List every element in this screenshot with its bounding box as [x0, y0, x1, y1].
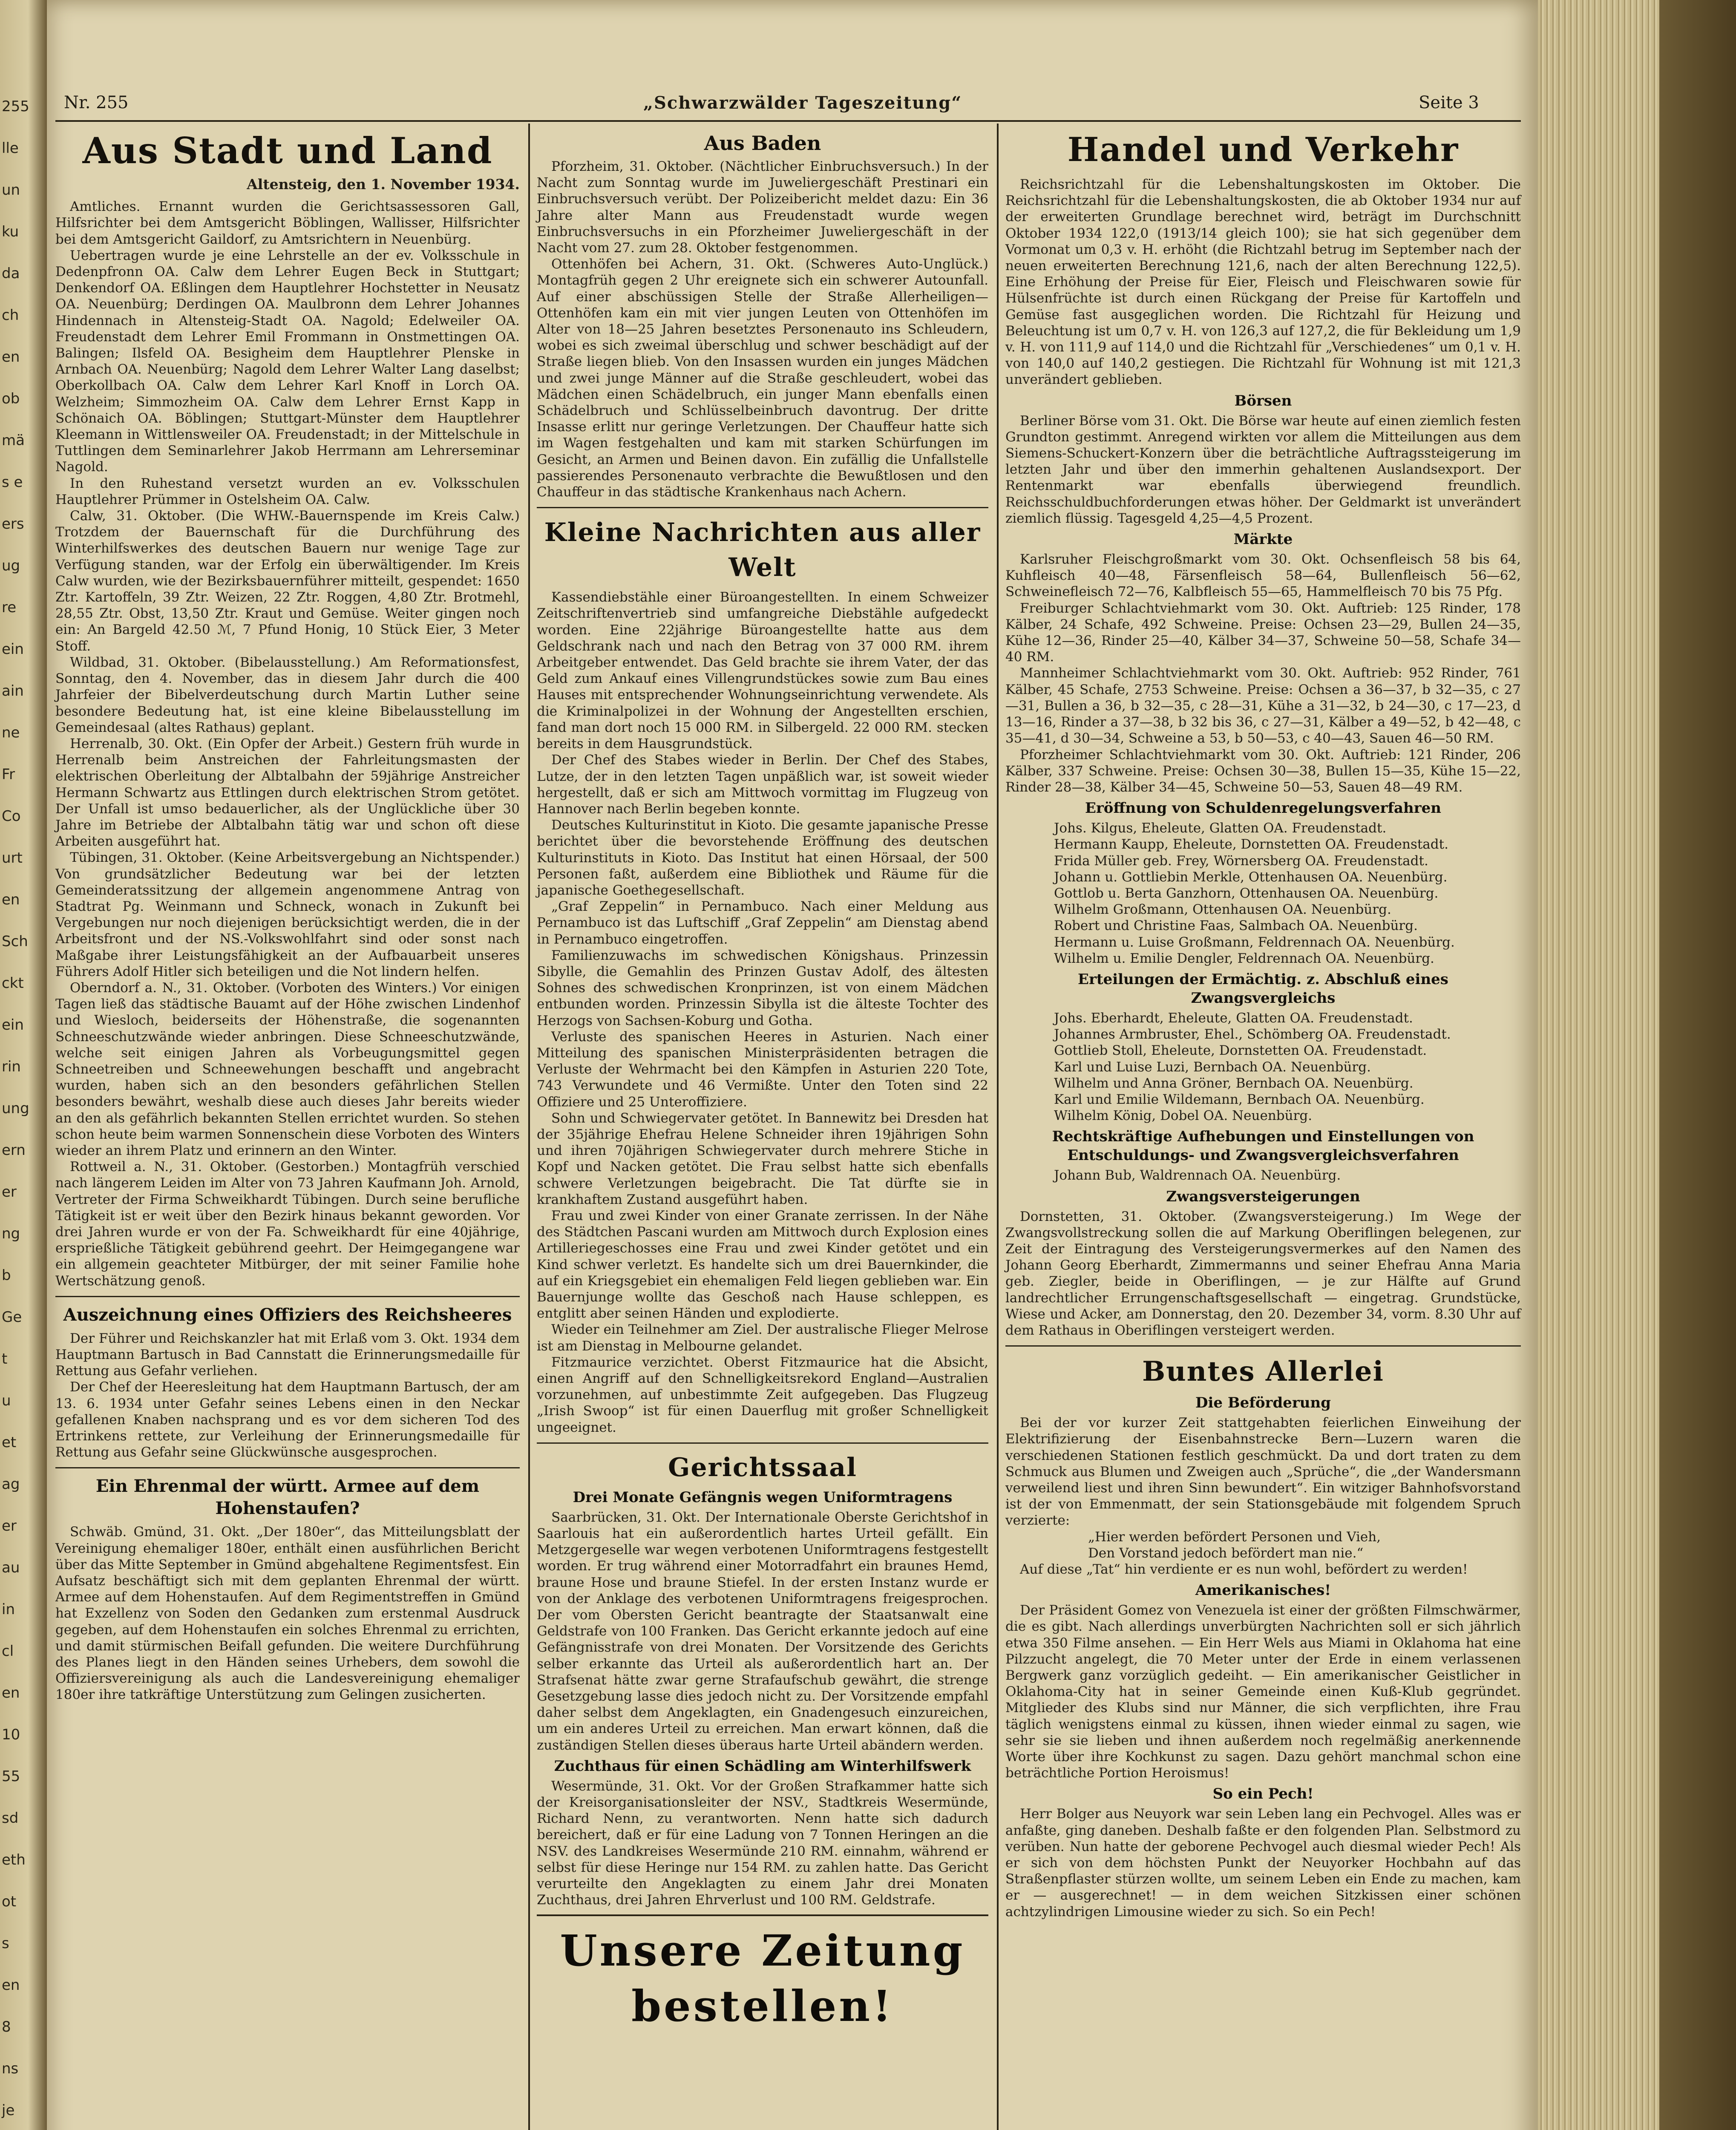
paragraph: Verluste des spanischen Heeres in Asturien. Nach einer Mitteilung des spanischen Ministerpräsidenten betragen die Verluste der Wehrmacht bei den Kämpfen in Asturien 220 Tote, 743 Verwundete und 46 Vermißte. Unter den Toten sind 22 Offiziere und 25 Unteroffiziere. [537, 1029, 988, 1110]
previous-page-fragment: au [2, 1559, 20, 1576]
previous-page-fragment: cl [2, 1643, 14, 1660]
section-divider [537, 1442, 988, 1444]
previous-page-fragment: ain [2, 682, 24, 699]
list-item: Hermann Kaupp, Eheleute, Dornstetten OA. Freudenstadt. [1054, 837, 1448, 852]
paragraph: Pforzheimer Schlachtviehmarkt vom 30. Okt. Auftrieb: 121 Rinder, 206 Kälber, 337 Schweine. Preise: Ochsen 30—38, Bullen 15—35, Kühe 15—22, Rinder 28—38, Kälber 34—45, Schweine 50—53, Sauen 48—49 RM. [1005, 747, 1521, 795]
previous-page-fragment: urt [2, 849, 23, 866]
dateline: Altensteig, den 1. November 1934. [247, 176, 520, 193]
verse-line: „Hier werden befördert Personen und Vieh, [1088, 1529, 1381, 1545]
issue-number: Nr. 255 [64, 93, 129, 112]
previous-page-fragment: 8 [2, 2018, 11, 2035]
section-divider [55, 1296, 520, 1297]
paragraph: Reichsrichtzahl für die Lebenshaltungskosten im Oktober. Die Reichsrichtzahl für die Lebenshaltungskosten, die ab Oktober 1934 nur auf der erweiterten Grundlage berechnet wird, beträgt im Durchschnitt Oktober 1934 122,0 (1913/14 gleich 100); sie hat sich gegenüber dem Vormonat um 0,3 v. H. erhöht (die Richtzahl betrug im September nach der neuen erweiterten Berechnung 121,6, nach der alten Berechnung 122,5). Eine Erhöhung der Preise für Eier, Fleisch und Fleischwaren sowie für Hülsenfrüchte ist durch einen Rückgang der Preise für Kartoffeln und Gemüse fast ausgeglichen worden. Die Richtzahl für Heizung und Beleuchtung ist um 0,7 v. H. von 126,3 auf 127,2, die für Bekleidung um 1,9 v. H. von 111,9 auf 114,0 und die Richtzahl für „Verschiedenes“ um 0,1 v. H. von 140,0 auf 140,2 gestiegen. Die Richtzahl für Wohnung ist mit 121,3 unverändert geblieben. [1005, 177, 1521, 388]
section-divider [55, 1467, 520, 1468]
section-divider [537, 507, 988, 508]
column-1 [55, 128, 520, 1703]
section-title-kleine-nachrichten: Kleine Nachrichten aus aller Welt [544, 518, 981, 583]
previous-page-fragment: en [2, 1684, 20, 1701]
section-title-aus-baden: Aus Baden [704, 132, 821, 155]
paragraph: Auf diese „Tat“ hin verdiente er es nun wohl, befördert zu werden! [1020, 1562, 1468, 1577]
paragraph: Rottweil a. N., 31. Oktober. (Gestorben.) Montagfrüh verschied nach längerem Leiden im Alter von 73 Jahren Kaufmann Joh. Arnold, Vertreter der Firma Schweikhardt Tübingen. Durch seine berufliche Tätigkeit ist er weit über den Bezirk hinaus bekannt geworden. Vor drei Jahren wurde er von der Fa. Schweikhardt für eine 40jährige, ersprießliche Tätigkeit gebührend geehrt. Der Heimgegangene war ein allgemein geachteter Mitbürger, der mit seiner Familie hohe Wertschätzung genoß. [55, 1159, 520, 1289]
paragraph: Der Chef der Heeresleitung hat dem Hauptmann Bartusch, der am 13. 6. 1934 unter Gefahr seines Lebens einen in den Neckar gefallenen Knaben nachsprang und es vor dem sicheren Tod des Ertrinkens rettete, zur Verleihung der Erinnerungsmedaille für Rettung aus Gefahr seine Glückwünsche ausgesprochen. [55, 1379, 520, 1460]
previous-page-fragment: en [2, 1977, 20, 1994]
previous-page-fragment: s [2, 1935, 9, 1952]
article-list [55, 199, 520, 1289]
previous-page-fragment: da [2, 265, 20, 282]
section-divider [1005, 1345, 1521, 1347]
previous-page-fragment: Co [2, 808, 21, 825]
previous-page-fragment: Fr [2, 766, 15, 783]
paragraph: Amtliches. Ernannt wurden die Gerichtsassessoren Gall, Hilfsrichter bei dem Amtsgericht Böblingen, Wallisser, Hilfsrichter bei dem Amtsgericht Gaildorf, zu Amtsrichtern in Neuenbürg. [55, 199, 520, 247]
newspaper-page [47, 0, 1538, 2130]
subsection-title-boersen: Börsen [1234, 392, 1292, 409]
list-item: Johannes Armbruster, Ehel., Schömberg OA. Freudenstadt. [1054, 1027, 1451, 1042]
list-item: Wilhelm König, Dobel OA. Neuenbürg. [1054, 1108, 1313, 1124]
subsection-title-befoerderung: Die Beförderung [1195, 1394, 1331, 1412]
list-item: Wilhelm u. Emilie Dengler, Feldrennach OA. Neuenbürg. [1054, 950, 1434, 966]
previous-page-fragment: Ge [2, 1309, 22, 1326]
previous-page-fragment: lle [2, 140, 19, 157]
previous-page-fragment: ku [2, 223, 19, 240]
paragraph: Freiburger Schlachtviehmarkt vom 30. Okt. Auftrieb: 125 Rinder, 178 Kälber, 24 Schafe, 492 Schweine. Preise: Ochsen 23—29, Bullen 24—35, Kühe 12—36, Rinder 25—40, Kälber 34—37, Schweine 50—58, Schafe 34—40 RM. [1005, 600, 1521, 665]
list-item: Gottlob u. Berta Ganzhorn, Ottenhausen OA. Neuenbürg. [1054, 885, 1439, 901]
subscribe-promo: Unsere Zeitung bestellen! [537, 1914, 988, 2034]
paragraph: In den Ruhestand versetzt wurden an ev. Volksschulen Hauptlehrer Prümmer in Ostelsheim OA. Calw. [55, 475, 520, 507]
column-2 [537, 128, 988, 2034]
paragraph: „Graf Zeppelin“ in Pernambuco. Nach einer Meldung aus Pernambuco ist das Luftschiff „Graf Zeppelin“ am Dienstag abend in Pernambuco eingetroffen. [537, 899, 988, 947]
column-rule-2 [997, 124, 999, 2130]
column-rule-1 [528, 124, 530, 2130]
list-item: Frida Müller geb. Frey, Wörnersberg OA. Freudenstadt. [1054, 853, 1428, 869]
paragraph: Kassendiebstähle einer Büroangestellten. In einem Schweizer Zeitschriftenvertrieb sind umfangreiche Diebstähle aufgedeckt worden. Eine 22jährige Büroangestellte hatte aus dem Geldschrank nach und nach den Betrag von 37 000 RM. ihrem Arbeitgeber entwendet. Das Geld brachte sie ihrem Vater, der das Geld zum Ankauf eines Villengrundstückes sowie zum Bau eines Hauses mit entsprechender Wohnungseinrichtung verwendete. Als die Kriminalpolizei in der Wohnung der Angestellten erschien, fand man dort noch 15 000 RM. in Silbergeld. 22 000 RM. stecken bereits in dem Hausgrundstück. [537, 590, 988, 752]
previous-page-fragment: rin [2, 1058, 21, 1075]
previous-page-fragment: 255 [2, 98, 29, 115]
list-item: Wilhelm und Anna Gröner, Bernbach OA. Neuenbürg. [1054, 1075, 1414, 1091]
previous-page-fragment: ot [2, 1893, 17, 1910]
paragraph: Saarbrücken, 31. Okt. Der Internationale Oberste Gerichtshof in Saarlouis hat ein außerordentlich hartes Urteil gefällt. Ein Metzgergeselle war wegen verbotenen Uniformtragens festgestellt worden. Er trug während einer Motorradfahrt ein braunes Hemd, braune Hose und braune Stiefel. In der ersten Instanz wurde er von der Anklage des verbotenen Uniformtragens freigesprochen. Der vom Obersten Gericht beantragte der Staatsanwalt eine Geldstrafe von 100 Franken. Das Gericht erkannte jedoch auf eine Gefängnisstrafe von drei Monaten. Der Vorsitzende des Gerichts selber erkannte das Urteil als außerordentlich hart an. Der Strafsenat hätte zwar gerne Strafaufschub gewährt, die strenge Gesetzgebung lasse dies jedoch nicht zu. Der Vorsitzende empfahl daher selbst dem Angeklagten, ein Gnadengesuch einzureichen, um ein anderes Urteil zu erreichen. Man erwart können, daß die zuständigen Stellen dieses überaus harte Urteil abändern werden. [537, 1509, 988, 1753]
section-title-buntes-allerlei: Buntes Allerlei [1142, 1356, 1384, 1388]
paragraph: Oberndorf a. N., 31. Oktober. (Vorboten des Winters.) Vor einigen Tagen ließ das städtische Bauamt auf der Höhe zwischen Lindenhof und Wiesloch, beiderseits der Höhenstraße, die sogenannten Schneeschutzwände wieder anbringen. Diese Schneeschutzwände, welche seit einigen Jahren als Vorbeugungsmittel gegen Schneetreiben und Schneewehungen beschafft und angebracht wurden, haben sich an den besonders gefährlichen Stellen besonders bewährt, weshalb diese auch dieses Jahr bereits wieder an den als gefährlich bekannten Stellen errichtet wurden. So stehen schon heute beim warmen Sonnenschein diese Vorboten des Winters wieder an ihrem Platz und erinnern an den Winter. [55, 980, 520, 1158]
previous-page-fragment: ug [2, 557, 20, 574]
previous-page-fragment: 55 [2, 1768, 20, 1785]
previous-page-fragment: in [2, 1601, 15, 1618]
paragraph: Wesermünde, 31. Okt. Vor der Großen Strafkammer hatte sich der Kreisorganisationsleiter der NSV., Stadtkreis Wesermünde, Richard Nenn, zu verantworten. Nenn hatte sich dadurch bereichert, daß er für eine Ladung von 7 Tonnen Heringen an die NSV. des Landkreises Wesermünde 210 RM. einnahm, während er selbst für diese Heringe nur 154 RM. zu zahlen hatte. Das Gericht verurteilte den Angeklagten zu einem Jahr drei Monaten Zuchthaus, drei Jahren Ehrverlust und 100 RM. Geldstrafe. [537, 1778, 988, 1908]
list-item: Johs. Eberhardt, Eheleute, Glatten OA. Freudenstadt. [1054, 1010, 1413, 1026]
paragraph: Fitzmaurice verzichtet. Oberst Fitzmaurice hat die Absicht, einen Angriff auf den Schnelligkeitsrekord England—Australien vorzunehmen, auf unbestimmte Zeit aufgegeben. Das Flugzeug „Irish Swoop“ ist für einen Dauerflug mit großer Schnelligkeit ungeeignet. [537, 1354, 988, 1435]
paragraph: Mannheimer Schlachtviehmarkt vom 30. Okt. Auftrieb: 952 Rinder, 761 Kälber, 45 Schafe, 2753 Schweine. Preise: Ochsen a 36—37, b 32—35, c 27—31, Bullen a 36, b 32—35, c 28—31, Kühe a 31—32, b 24—30, c 17—23, d 13—16, Rinder a 37—38, b 32 bis 36, c 27—31, Kälber a 49—52, b 42—48, c 35—41, d 30—34, Schweine a 53, b 50—53, c 40—43, Sauen 46—50 RM. [1005, 665, 1521, 746]
subsection-title-rechtskraeftige: Rechtskräftige Aufhebungen und Einstellungen von Entschuldungs- und Zwangsvergleichsverfahren [1052, 1128, 1474, 1164]
verse-line: Den Vorstand jedoch befördert man nie.“ [1088, 1545, 1364, 1561]
list-item: Karl und Luise Luzi, Bernbach OA. Neuenbürg. [1054, 1059, 1371, 1075]
paragraph: Der Präsident Gomez von Venezuela ist einer der größten Filmschwärmer, die es gibt. Nach allerdings unverbürgten Nachrichten soll er sich jährlich etwa 350 Filme ansehen. — Ein Herr Wels aus Miami in Oklahoma hat eine Pilzzucht angelegt, die 70 Meter unter der Erde in einem verlassenen Bergwerk ganz vorzüglich gedeiht. — Ein amerikanischer Geistlicher in Oklahoma-City hat in seiner Gemeinde einen Kuß-Klub gegründet. Mitglieder des Klubs sind nur Männer, die sich verpflichten, ihre Frau täglich wenigstens einmal zu küssen, ihnen wieder einmal zu sagen, wie sehr sie sie lieben und ihnen außerdem noch regelmäßig anerkennende Worte über ihre Kochkunst zu sagen. Dazu gehört manchmal schon eine beträchtliche Portion Heroismus! [1005, 1603, 1521, 1781]
subsection-title-so-ein-pech: So ein Pech! [1212, 1785, 1314, 1803]
previous-page-fragment: b [2, 1267, 11, 1284]
previous-page-fragment: ns [2, 2060, 19, 2077]
previous-page-fragment: ern [2, 1142, 26, 1159]
subsection-title-ermaechtigung: Erteilungen der Ermächtig. z. Abschluß eines Zwangsvergleichs [1078, 970, 1448, 1007]
section-title-auszeichnung: Auszeichnung eines Offiziers des Reichsheeres [63, 1304, 512, 1325]
paragraph: Wildbad, 31. Oktober. (Bibelausstellung.) Am Reformationsfest, Sonntag, den 4. November, das in diesem Jahr durch die 400 Jahrfeier der Bibelverdeutschung durch Martin Luther seine besondere Bedeutung hat, ist eine kleine Bibelausstellung im Gemeindesaal (altes Rathaus) geplant. [55, 654, 520, 735]
page-number: Seite 3 [1419, 93, 1479, 112]
previous-page-fragment: et [2, 1434, 17, 1451]
previous-page-fragment: un [2, 181, 20, 199]
paragraph: Ottenhöfen bei Achern, 31. Okt. (Schweres Auto-Unglück.) Montagfrüh gegen 2 Uhr ereignete sich ein schwerer Autounfall. Auf einer abschüssigen Stelle der Straße Allerheiligen—Ottenhöfen kam ein mit vier jungen Leuten von Ottenhöfen im Alter von 18—25 Jahren besetztes Personenauto ins Schleudern, wobei es sich zweimal überschlug und schwer beschädigt auf der Straße liegen blieb. Von den Insassen wurden ein junges Mädchen und zwei junge Männer auf die Straße geschleudert, wobei das Mädchen einen Schädelbruch, ein junger Mann ebenfalls einen Schädelbruch und Schlüsselbeinbruch davontrug. Der dritte Insasse erlitt nur geringe Verletzungen. Der Chauffeur hatte sich im Wagen festgehalten und kam mit starken Schürfungen im Gesicht, an Armen und Beinen davon. Ein zufällig die Unfallstelle passierendes Personenauto verbrachte die Bewußtlosen und den Chauffeur in das städtische Krankenhaus nach Achern. [537, 256, 988, 500]
paragraph: Bei der vor kurzer Zeit stattgehabten feierlichen Einweihung der Elektrifizierung der Eisenbahnstrecke Bern—Luzern waren die verschiedenen Stationen festlich geschmückt. Da und dort traten zu dem Schmuck aus Blumen und Zweigen auch „Sprüche“, die „der Wandersmann verweilend liest und ihren Sinn bewundert“. Ein witziger Bahnhofsvorstand ist der von Emmenmatt, der sein Stationsgebäude mit folgendem Spruch verzierte: [1005, 1415, 1521, 1528]
previous-page-fragment: er [2, 1183, 17, 1200]
previous-page-fragment: en [2, 891, 20, 908]
section-title-handel-und-verkehr: Handel und Verkehr [1067, 130, 1459, 169]
previous-page-fragment: eth [2, 1851, 26, 1868]
paragraph: Dornstetten, 31. Oktober. (Zwangsversteigerung.) Im Wege der Zwangsvollstreckung sollen die auf Markung Oberiflingen belegenen, zur Zeit der Eintragung des Versteigerungsvermerkes auf den Namen des Johann Georg Eberhardt, Zimmermanns und seiner Ehefrau Anna Maria geb. Ziegler, beide in Oberiflingen, — je zur Hälfte auf Grund landrechtlicher Errungenschaftsgesellschaft — eingetrag. Grundstücke, Wiese und Acker, am Donnerstag, den 20. Dezember 34, vorm. 8.30 Uhr auf dem Rathaus in Oberiflingen versteigert werden. [1005, 1209, 1521, 1338]
paragraph: Berliner Börse vom 31. Okt. Die Börse war heute auf einen ziemlich festen Grundton gestimmt. Anregend wirkten vor allem die Mitteilungen aus dem Siemens-Schuckert-Konzern über die beträchtliche Auftragssteigerung im letzten Jahr und über den immerhin gehaltenen Auslandsexport. Der Rentenmarkt war ebenfalls überwiegend freundlich. Reichsschuldbuchforderungen etwas höher. Der Geldmarkt ist unverändert ziemlich flüssig. Tagesgeld 4,25—4,5 Prozent. [1005, 413, 1521, 526]
paragraph: Karlsruher Fleischgroßmarkt vom 30. Okt. Ochsenfleisch 58 bis 64, Kuhfleisch 40—48, Färsenfleisch 58—64, Bullenfleisch 56—62, Schweinefleisch 72—76, Kalbfleisch 55—65, Hammelfleisch 70 bis 75 Pfg. [1005, 552, 1521, 600]
list-item: Hermann u. Luise Großmann, Feldrennach OA. Neuenbürg. [1054, 934, 1455, 950]
subsection-title-schuldenregelung: Eröffnung von Schuldenregelungsverfahren [1085, 800, 1442, 817]
paragraph: Pforzheim, 31. Oktober. (Nächtlicher Einbruchsversuch.) In der Nacht zum Sonntag wurde im Juweliergeschäft Prestinari ein Einbruchsversuch verübt. Der Polizeibericht meldet dazu: Ein 36 Jahre alter Mann aus Freudenstadt wurde wegen Einbruchsversuchs in ein Pforzheimer Juweliergeschäft in der Nacht vom 27. zum 28. Oktober festgenommen. [537, 159, 988, 256]
section-title-gerichtssaal: Gerichtssaal [668, 1452, 857, 1482]
previous-page-fragment: ch [2, 307, 19, 324]
list-item: Johann Bub, Waldrennach OA. Neuenbürg. [1054, 1168, 1341, 1183]
previous-page-fragment: re [2, 599, 17, 616]
previous-page-fragment: u [2, 1392, 11, 1409]
previous-page-fragment: ers [2, 515, 24, 532]
subsection-title-zwangsversteigerungen: Zwangsversteigerungen [1166, 1188, 1360, 1205]
list-item: Robert und Christine Faas, Salmbach OA. Neuenbürg. [1054, 918, 1418, 934]
paragraph: Der Führer und Reichskanzler hat mit Erlaß vom 3. Okt. 1934 dem Hauptmann Bartusch in Bad Cannstatt die Erinnerungsmedaille für Rettung aus Gefahr verliehen. [55, 1330, 520, 1379]
paragraph: Der Chef des Stabes wieder in Berlin. Der Chef des Stabes, Lutze, der in den letzten Tagen unpäßlich war, ist soweit wieder hergestellt, daß er sich am Mittwoch vormittag im Flugzeug von Hannover nach Berlin begeben konnte. [537, 752, 988, 817]
previous-page-fragment: s e [2, 474, 23, 491]
previous-page-fragment: er [2, 1517, 17, 1534]
previous-page-fragment: sd [2, 1810, 19, 1827]
previous-page-edge [0, 0, 47, 2130]
paragraph: Schwäb. Gmünd, 31. Okt. „Der 180er“, das Mitteilungsblatt der Vereinigung ehemaliger 180er, enthält einen ausführlichen Bericht über das Mitte September in Gmünd abgehaltene Regimentsfest. Ein Aufsatz beschäftigt sich mit dem geplanten Ehrenmal der württ. Armee auf dem Hohenstaufen. Auf dem Regimentstreffen in Gmünd hat Exzellenz von Soden den Gedanken zum erstenmal Ausdruck gegeben, auf dem Hohenstaufen ein solches Ehrenmal zu errichten, und damit stürmischen Beifall gefunden. Die weitere Durchführung des Planes liegt in den Händen seines Urhebers, dem sowohl die Offiziersvereinigung als auch die Landesvereinigung ehemaliger 180er ihre tatkräftige Unterstützung zum Gelingen zusicherten. [55, 1524, 520, 1703]
paragraph: Frau und zwei Kinder von einer Granate zerrissen. In der Nähe des Städtchen Pascani wurden am Mittwoch durch Explosion eines Artilleriegeschosses eine Frau und zwei Kinder getötet und ein Kind schwer verletzt. Es handelte sich um drei Bauernkinder, die auf ein Kriegsgebiet ein ehemaligen Feld liegen geblieben war. Ein Bauernjunge wollte das Geschoß nach Hause schleppen, es entglitt aber seinen Händen und explodierte. [537, 1208, 988, 1321]
newspaper-name: „Schwarzwälder Tageszeitung“ [643, 93, 962, 113]
previous-page-fragment: Sch [2, 933, 28, 950]
previous-page-fragment: ob [2, 390, 20, 407]
previous-page-fragment: en [2, 348, 20, 366]
previous-page-fragment: ckt [2, 975, 24, 992]
previous-page-fragment: ein [2, 641, 24, 658]
article-headline: Zuchthaus für einen Schädling am Winterhilfswerk [554, 1757, 971, 1775]
book-page-edges [1538, 0, 1736, 2130]
masthead [55, 85, 1521, 119]
paragraph: Uebertragen wurde je eine Lehrstelle an der ev. Volksschule in Dedenpfronn OA. Calw dem Lehrer Eugen Beck in Stuttgart; Denkendorf OA. Eßlingen dem Hauptlehrer Hochstetter in Neusatz OA. Neuenbürg; Derdingen OA. Maulbronn dem Lehrer Johannes Hindennach in Altensteig-Stadt OA. Nagold; Edelweiler OA. Freudenstadt dem Lehrer Emil Frommann in Onstmettingen OA. Balingen; Ilsfeld OA. Besigheim dem Hauptlehrer Plenske in Arnbach OA. Neuenbürg; Nagold dem Lehrer Walter Lang daselbst; Oberkollbach OA. Calw dem Lehrer Karl Knoff in Lorch OA. Welzheim; Simmozheim OA. Calw dem Lehrer Ernst Kapp in Schönaich OA. Böblingen; Stuttgart-Münster dem Hauptlehrer Kleemann in Wittlensweiler OA. Freudenstadt; in der Mittelschule in Tuttlingen dem Seminarlehrer Jakob Herrmann am Lehrerseminar Nagold. [55, 248, 520, 475]
article-headline: Drei Monate Gefängnis wegen Uniformtragens [573, 1488, 953, 1506]
paragraph: Tübingen, 31. Oktober. (Keine Arbeitsvergebung an Nichtspender.) Von grundsätzlicher Bedeutung war bei der letzten Gemeinderatssitzung der allgemein angenommene Antrag von Stadtrat Pg. Weinmann und Schneck, wonach in Zukunft bei Vergebungen nur noch diejenigen berücksichtigt werden, die in der Arbeitsfront und der NS.-Volkswohlfahrt sind oder sonst nach Maßgabe ihrer Leistungsfähigkeit an der Aufbauarbeit unseres Führers Adolf Hitler sich beteiligen und die Not lindern helfen. [55, 850, 520, 979]
section-title-ehrenmal: Ein Ehrenmal der württ. Armee auf dem Hohenstaufen? [95, 1476, 480, 1519]
section-title-aus-stadt-und-land: Aus Stadt und Land [82, 130, 493, 172]
book-cover-edge [1659, 0, 1736, 2130]
list-item: Johann u. Gottliebin Merkle, Ottenhausen OA. Neuenbürg. [1054, 869, 1448, 885]
list-item: Karl und Emilie Wildemann, Bernbach OA. Neuenbürg. [1054, 1091, 1425, 1107]
previous-page-fragment: ne [2, 724, 20, 741]
paragraph: Wieder ein Teilnehmer am Ziel. Der australische Flieger Melrose ist am Dienstag in Melbourne gelandet. [537, 1322, 988, 1354]
previous-page-fragment: 10 [2, 1726, 20, 1743]
paragraph: Sohn und Schwiegervater getötet. In Bannewitz bei Dresden hat der 35jährige Ehefrau Helene Schneider ihren 19jährigen Sohn und ihren 70jährigen Schwiegervater durch mehrere Stiche in Kopf und Nacken getötet. Die Frau selbst hatte sich ebenfalls schwere Verletzungen beigebracht. Die Tat dürfte sie in krankhaftem Zustand ausgeführt haben. [537, 1110, 988, 1207]
paragraph: Herr Bolger aus Neuyork war sein Leben lang ein Pechvogel. Alles was er anfaßte, ging daneben. Deshalb faßte er den folgenden Plan. Selbstmord zu verüben. Nun hatte der geborene Pechvogel auch diesmal wieder Pech! Als er sich von dem höchsten Punkt der Neuyorker Hochbahn auf das Straßenpflaster stürzen wollte, um seinem Leben ein Ende zu machen, kam er — ausgerechnet! — in dem weichen Sitzkissen einer schönen achtzylindrigen Limousine wieder zu sich. So ein Pech! [1005, 1806, 1521, 1920]
subsection-title-maerkte: Märkte [1233, 531, 1293, 548]
paragraph: Herrenalb, 30. Okt. (Ein Opfer der Arbeit.) Gestern früh wurde in Herrenalb beim Anstreichen der Fahrleitungsmasten der elektrischen Oberleitung der Albtalbahn der 59jährige Anstreicher Hermann Schwartz aus Ettlingen durch elektrischen Strom getötet. Der Unfall ist umso bedauerlicher, als der Unglückliche über 30 Jahre im Betriebe der Albtalbahn tätig war und schon oft diese Arbeiten ausgeführt hat. [55, 736, 520, 849]
previous-page-fragment: ung [2, 1100, 29, 1117]
previous-page-fragment: je [2, 2102, 15, 2119]
paragraph: Calw, 31. Oktober. (Die WHW.-Bauernspende im Kreis Calw.) Trotzdem der Bauernschaft für die Durchführung des Winterhilfswerkes des deutschen Bauern nur wenige Tage zur Verfügung standen, war der Erfolg ein überwältigender. Im Kreis Calw wurden, wie der Bezirksbauernführer mitteilt, gespendet: 1650 Ztr. Kartoffeln, 39 Ztr. Weizen, 22 Ztr. Roggen, 4,80 Ztr. Brotmehl, 28,55 Ztr. Obst, 13,50 Ztr. Kraut und Gemüse. Weiter gingen noch ein: An Bargeld 42.50 ℳ, 7 Pfund Honig, 10 Stück Eier, 3 Meter Stoff. [55, 508, 520, 654]
paragraph: Familienzuwachs im schwedischen Königshaus. Prinzessin Sibylle, die Gemahlin des Prinzen Gustav Adolf, des ältesten Sohnes des schwedischen Kronprinzen, ist von einem Mädchen entbunden worden. Prinzessin Sibylla ist die älteste Tochter des Herzogs von Sachsen-Koburg und Gotha. [537, 947, 988, 1028]
previous-page-fragment: t [2, 1350, 8, 1367]
column-3 [1005, 128, 1521, 1920]
masthead-rule [55, 120, 1521, 122]
previous-page-fragment: ng [2, 1225, 20, 1242]
list-item: Gottlieb Stoll, Eheleute, Dornstetten OA. Freudenstadt. [1054, 1043, 1427, 1059]
previous-page-fragment: ag [2, 1476, 20, 1493]
paragraph: Deutsches Kulturinstitut in Kioto. Die gesamte japanische Presse berichtet über die bevorstehende Eröffnung des deutschen Kulturinstituts in Kioto. Das Institut hat einen Hörsaal, der 500 Personen faßt, außerdem eine Bibliothek und Räume für die japanische Goethegesellschaft. [537, 817, 988, 898]
list-item: Johs. Kilgus, Eheleute, Glatten OA. Freudenstadt. [1054, 820, 1387, 836]
previous-page-fragment: mä [2, 432, 25, 449]
list-item: Wilhelm Großmann, Ottenhausen OA. Neuenbürg. [1054, 902, 1391, 918]
subsection-title-amerikanisches: Amerikanisches! [1195, 1582, 1331, 1599]
previous-page-fragment: ein [2, 1016, 24, 1033]
